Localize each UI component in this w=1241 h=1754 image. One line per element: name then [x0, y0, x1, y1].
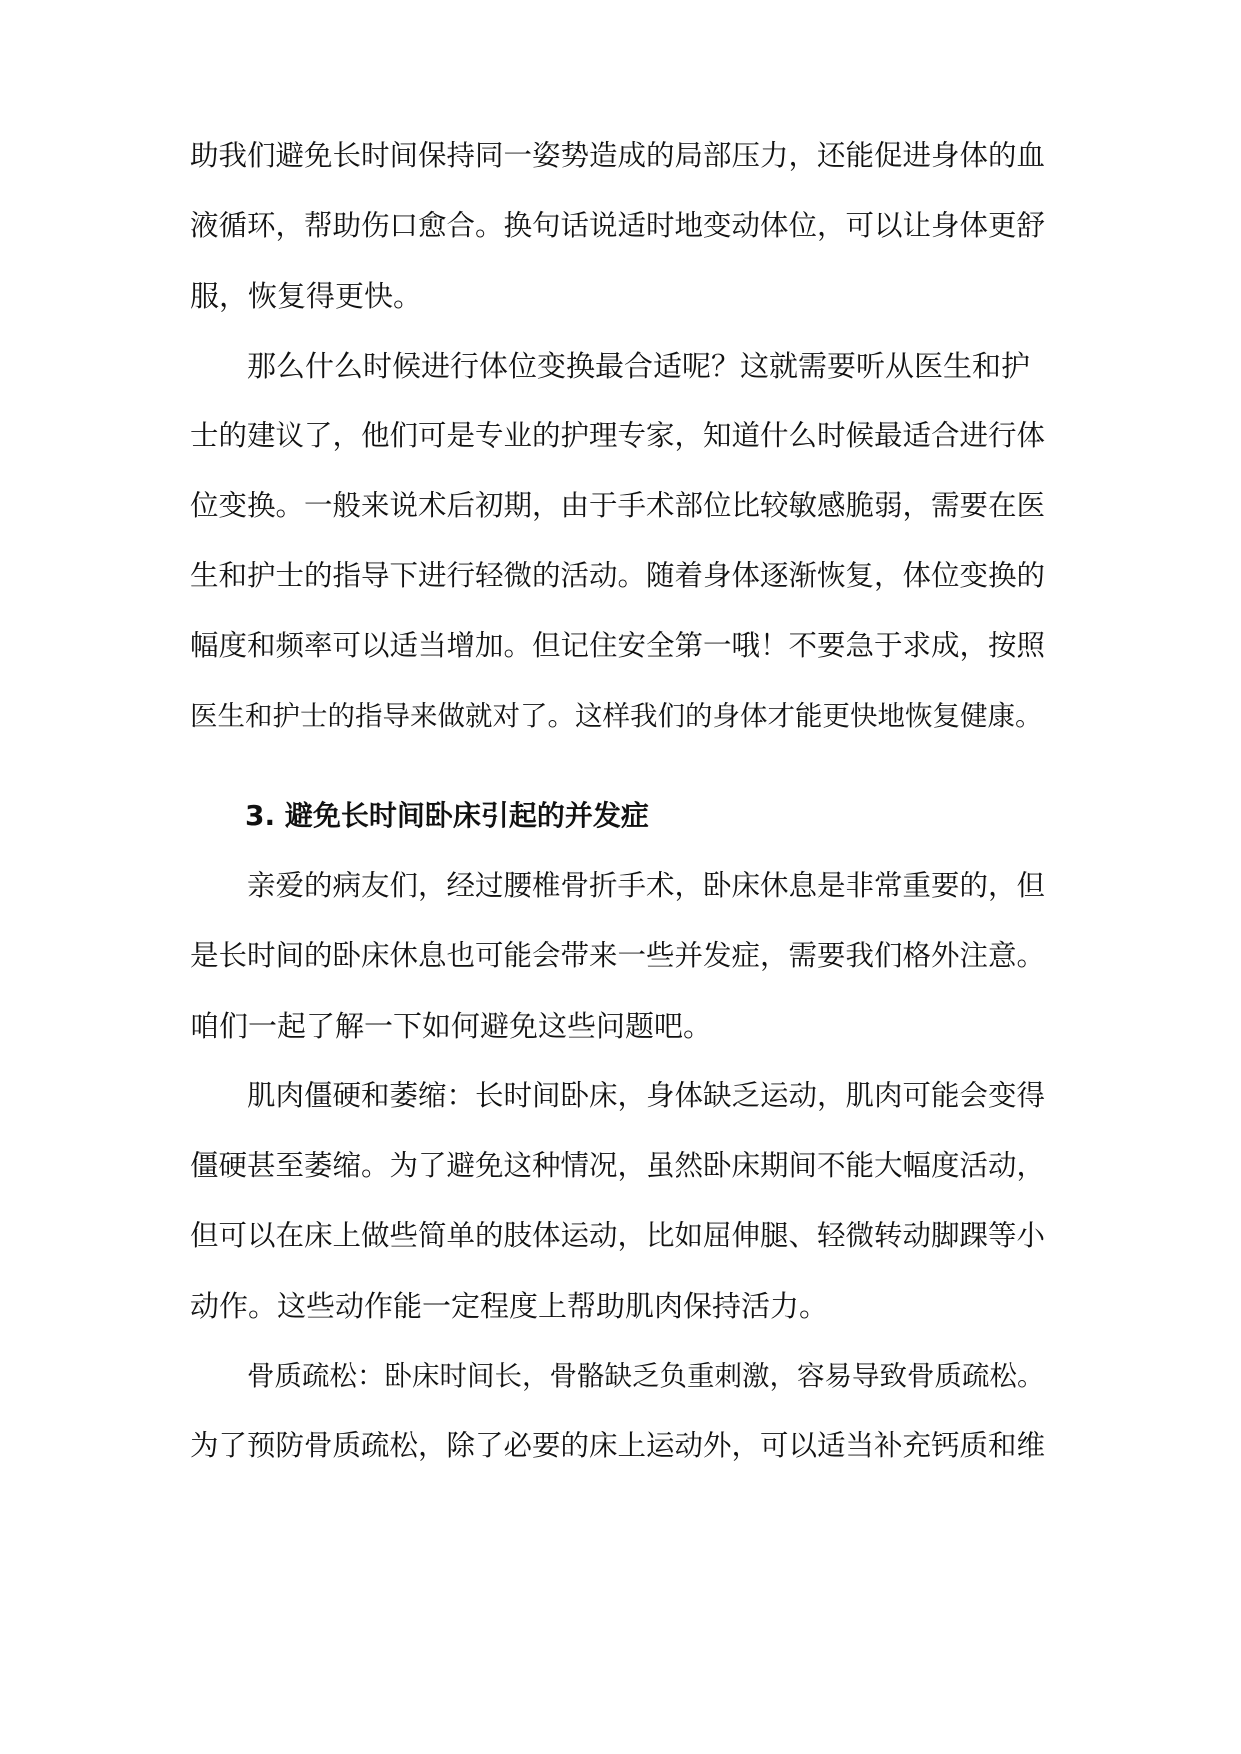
paragraph-line: 肌肉僵硬和萎缩：长时间卧床，身体缺乏运动，肌肉可能会变得	[247, 1079, 1046, 1112]
paragraph-line: 服，恢复得更快。	[190, 279, 423, 313]
paragraph-line: 动作。这些动作能一定程度上帮助肌肉保持活力。	[190, 1289, 829, 1323]
paragraph-line: 骨质疏松：卧床时间长，骨骼缺乏负重刺激，容易导致骨质疏松。	[247, 1360, 1045, 1392]
paragraph-line: 是长时间的卧床休息也可能会带来一些并发症，需要我们格外注意。	[190, 939, 1046, 972]
paragraph-line: 液循环，帮助伤口愈合。换句话说适时地变动体位，可以让身体更舒	[190, 209, 1046, 242]
paragraph-line: 那么什么时候进行体位变换最合适呢？这就需要听从医生和护	[247, 349, 1031, 383]
paragraph-line: 咱们一起了解一下如何避免这些问题吧。	[190, 1009, 713, 1043]
section-heading: 3. 避免长时间卧床引起的并发症	[245, 799, 649, 832]
paragraph-line: 士的建议了，他们可是专业的护理专家，知道什么时候最适合进行体	[190, 419, 1046, 452]
paragraph-line: 位变换。一般来说术后初期，由于手术部位比较敏感脆弱，需要在医	[190, 489, 1046, 522]
paragraph-line: 幅度和频率可以适当增加。但记住安全第一哦！不要急于求成，按照	[190, 629, 1046, 662]
paragraph-line: 僵硬甚至萎缩。为了避免这种情况，虽然卧床期间不能大幅度活动，	[190, 1149, 1046, 1182]
paragraph-line: 生和护士的指导下进行轻微的活动。随着身体逐渐恢复，体位变换的	[190, 559, 1046, 592]
paragraph-line: 医生和护士的指导来做就对了。这样我们的身体才能更快地恢复健康。	[190, 700, 1043, 732]
paragraph-line: 但可以在床上做些简单的肢体运动，比如屈伸腿、轻微转动脚踝等小	[190, 1219, 1046, 1252]
paragraph-line: 为了预防骨质疏松，除了必要的床上运动外，可以适当补充钙质和维	[190, 1429, 1046, 1462]
paragraph-line: 亲爱的病友们，经过腰椎骨折手术，卧床休息是非常重要的，但	[247, 869, 1046, 902]
paragraph-line: 助我们避免长时间保持同一姿势造成的局部压力，还能促进身体的血	[190, 139, 1046, 172]
